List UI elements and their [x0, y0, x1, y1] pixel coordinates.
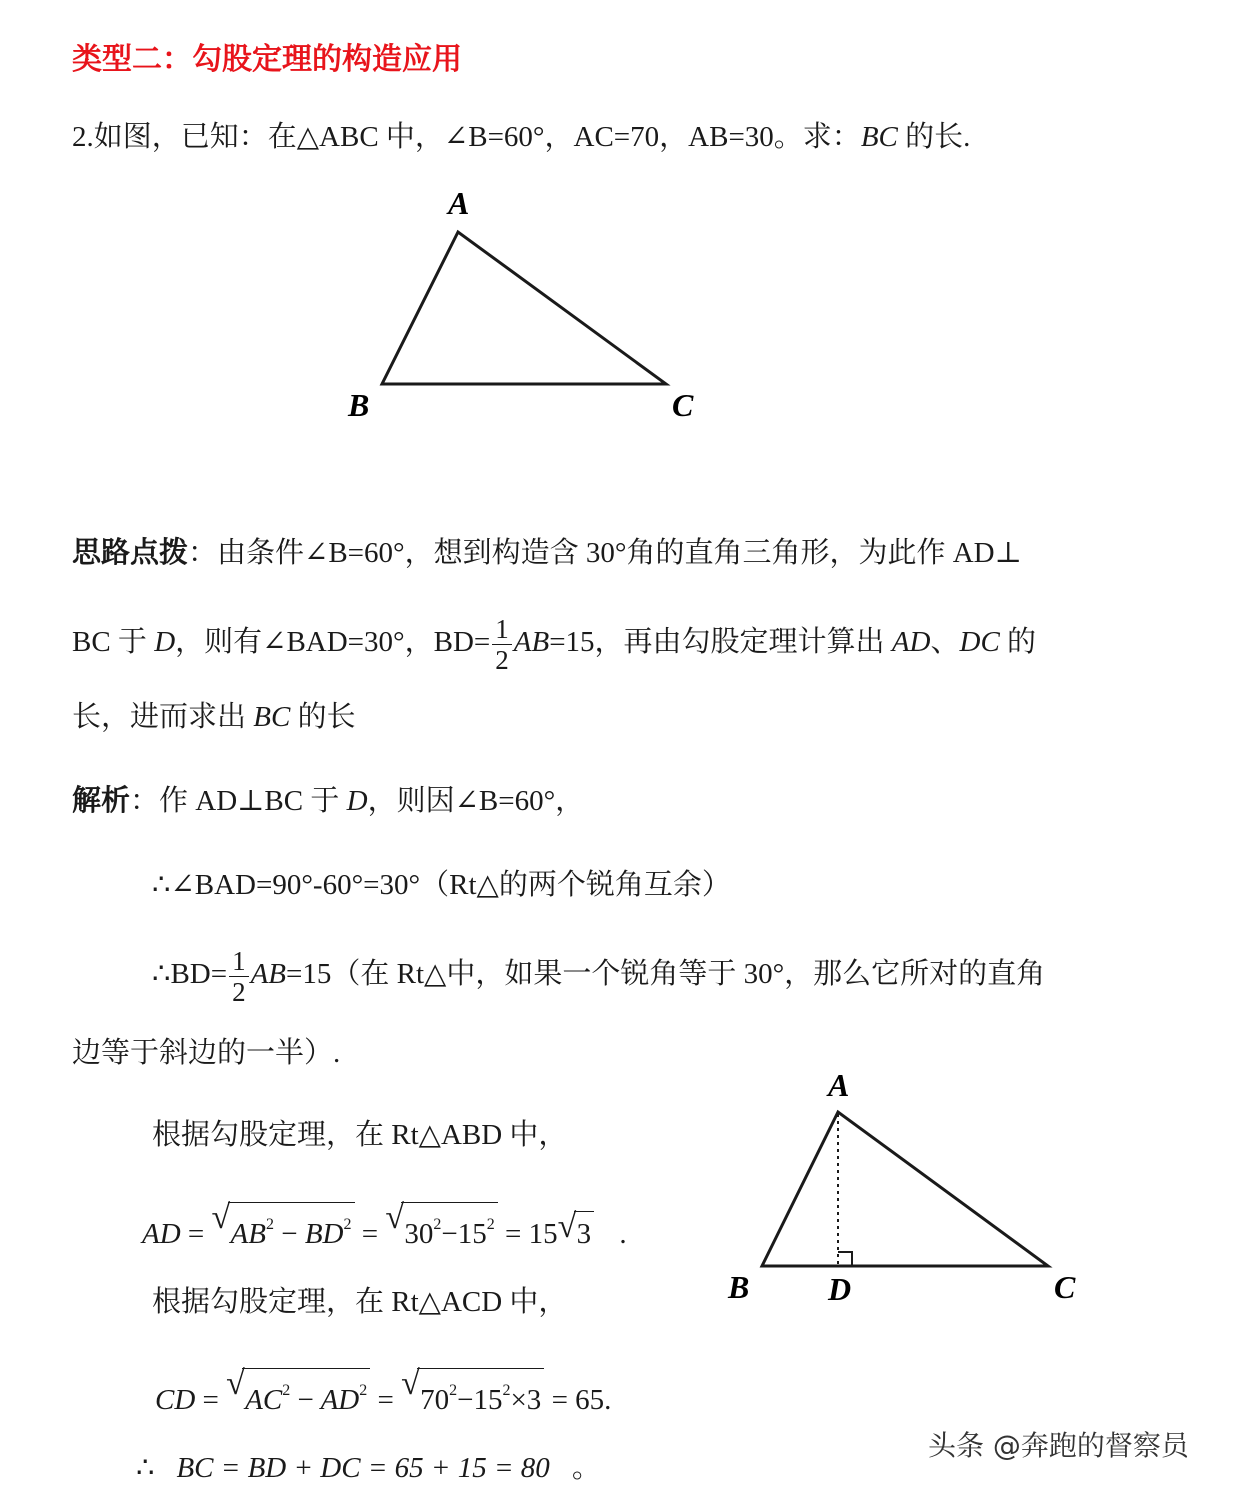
right-angle-mark — [838, 1252, 852, 1266]
eq1-result: 15 — [528, 1218, 558, 1250]
problem-bc: BC — [860, 121, 898, 153]
step2-frac-den: 2 — [232, 977, 246, 1007]
conclusion-expr: BC = BD + DC = 65 + 15 = 80 — [176, 1452, 550, 1484]
eq2-sq-4: 2 — [502, 1382, 511, 1399]
hint-text-2b: ，则有∠BAD=30°，BD= — [175, 626, 491, 659]
triangle-abc-figure — [330, 180, 720, 430]
vertex-label-c: C — [672, 387, 694, 423]
eq2-n2: 15 — [473, 1384, 503, 1416]
solution-d: D — [346, 785, 368, 817]
eq1-n2: 15 — [457, 1218, 487, 1250]
vertex-label-a: A — [448, 185, 470, 221]
hint-text-2a: BC 于 — [72, 626, 155, 659]
eq1-minus-2: − — [441, 1218, 458, 1250]
eq2-times3: ×3 — [510, 1384, 542, 1416]
fig2-label-d: D — [828, 1271, 852, 1307]
abd-statement: 根据勾股定理，在 Rt△ABD 中， — [152, 1119, 568, 1151]
watermark: 头条 @奔跑的督察员 — [928, 1429, 1189, 1462]
solution-step-2-cont: 边等于斜边的一半）. — [72, 1037, 341, 1069]
eq2-equals-3: = — [551, 1384, 568, 1416]
eq1-bd: BD — [304, 1218, 344, 1250]
eq1-sq-2: 2 — [343, 1216, 352, 1233]
hint-fraction — [492, 614, 512, 675]
eq2-sq-3: 2 — [449, 1382, 458, 1399]
hint-ab: AB — [513, 626, 550, 659]
fig2-label-a: A — [828, 1067, 850, 1103]
eq1-minus-1: − — [281, 1218, 298, 1250]
hint-frac-num: 1 — [492, 614, 512, 645]
hint-text-3a: 长，进而求出 — [72, 701, 254, 733]
eq2-result: 65 — [575, 1384, 605, 1416]
problem-statement — [72, 117, 970, 157]
hint-frac-den: 2 — [495, 645, 509, 675]
eq2-lhs: CD — [155, 1384, 196, 1416]
eq1-sq-1: 2 — [265, 1216, 274, 1233]
eq1-equals-3: = — [504, 1218, 522, 1250]
hint-line-3 — [72, 697, 356, 737]
eq1-n1: 30 — [404, 1218, 434, 1250]
solution-text-1b: ，则因∠B=60°， — [367, 785, 585, 817]
solution-step-1: ∴∠BAD=90°-60°=30°（Rt△的两个锐角互余） — [152, 869, 731, 901]
solution-text-1a: ：作 AD⊥BC 于 — [130, 785, 347, 817]
hint-d: D — [154, 626, 176, 659]
eq2-minus-2: − — [457, 1384, 474, 1416]
section-heading: 类型二：勾股定理的构造应用 — [72, 42, 462, 77]
hint-text-3b: 的长 — [290, 701, 356, 733]
eq2-equals-2: = — [377, 1384, 394, 1416]
acd-statement: 根据勾股定理，在 Rt△ACD 中， — [152, 1286, 568, 1318]
eq2-minus-1: − — [297, 1384, 314, 1416]
eq2-period: . — [604, 1384, 612, 1416]
hint-ad: AD — [891, 626, 931, 659]
step2-fraction — [229, 946, 249, 1007]
eq2-sq-2: 2 — [359, 1382, 368, 1399]
step2-frac-num: 1 — [229, 946, 249, 977]
triangle-abc-2 — [762, 1112, 1048, 1266]
hint-line-2 — [72, 614, 1036, 675]
triangle-abd-figure — [720, 1062, 1100, 1312]
therefore-symbol: ∴ — [136, 1452, 155, 1484]
hint-label: 思路点拨 — [72, 535, 189, 569]
eq1-sqrt-3: √ 3 — [558, 1211, 595, 1256]
hint-text-2c: =15，再由勾股定理计算出 — [549, 626, 892, 659]
eq1-period: . — [619, 1218, 627, 1250]
vertex-label-b: B — [348, 387, 370, 423]
fig2-label-c: C — [1054, 1269, 1076, 1305]
hint-text-2e: 的 — [999, 626, 1037, 659]
step2-ab: AB — [250, 958, 287, 991]
eq2-sq-1: 2 — [282, 1382, 291, 1399]
equation-ad — [142, 1199, 627, 1256]
step2-text-b: =15（在 Rt△中，如果一个锐角等于 30°，那么它所对的直角 — [286, 958, 1046, 991]
problem-suffix: 的长. — [897, 121, 971, 153]
eq2-equals-1: = — [202, 1384, 219, 1416]
equation-cd — [155, 1365, 612, 1422]
eq1-equals-2: = — [361, 1218, 379, 1250]
hint-line-1 — [72, 532, 1022, 573]
eq1-sqrt-2: √ $30^2-15^2$ — [385, 1202, 497, 1256]
eq2-sqrt-1: √ $AC^2 - AD^2$ — [226, 1368, 370, 1422]
eq1-root3: 3 — [574, 1211, 595, 1256]
hint-dc: DC — [959, 626, 1000, 659]
triangle-abc — [382, 232, 666, 384]
conclusion-period: 。 — [571, 1452, 601, 1484]
conclusion — [136, 1448, 601, 1488]
problem-prefix: 2.如图，已知：在△ABC 中，∠B=60°，AC=70，AB=30。求： — [72, 121, 861, 153]
solution-line-1 — [72, 780, 584, 821]
hint-text-1: ：由条件∠B=60°，想到构造含 30°角的直角三角形，为此作 AD⊥ — [188, 537, 1022, 569]
eq1-sq-4: 2 — [486, 1216, 495, 1233]
hint-bc: BC — [253, 701, 291, 733]
eq1-sq-3: 2 — [433, 1216, 442, 1233]
hint-sep: 、 — [930, 626, 960, 659]
solution-step-2 — [152, 946, 1045, 1007]
eq1-lhs: AD — [142, 1218, 181, 1250]
eq2-ad: AD — [320, 1384, 360, 1416]
eq1-equals-1: = — [187, 1218, 205, 1250]
eq1-ab: AB — [230, 1218, 266, 1250]
eq2-sqrt-2: √ $70^2-15^2\times 3$ — [401, 1368, 544, 1422]
eq1-sqrt-1: √ $AB^2 - BD^2$ — [212, 1202, 355, 1256]
fig2-label-b: B — [728, 1269, 750, 1305]
eq2-ac: AC — [245, 1384, 283, 1416]
step2-text-a: ∴BD= — [152, 958, 228, 991]
solution-label: 解析 — [72, 783, 131, 817]
eq2-n1: 70 — [420, 1384, 450, 1416]
